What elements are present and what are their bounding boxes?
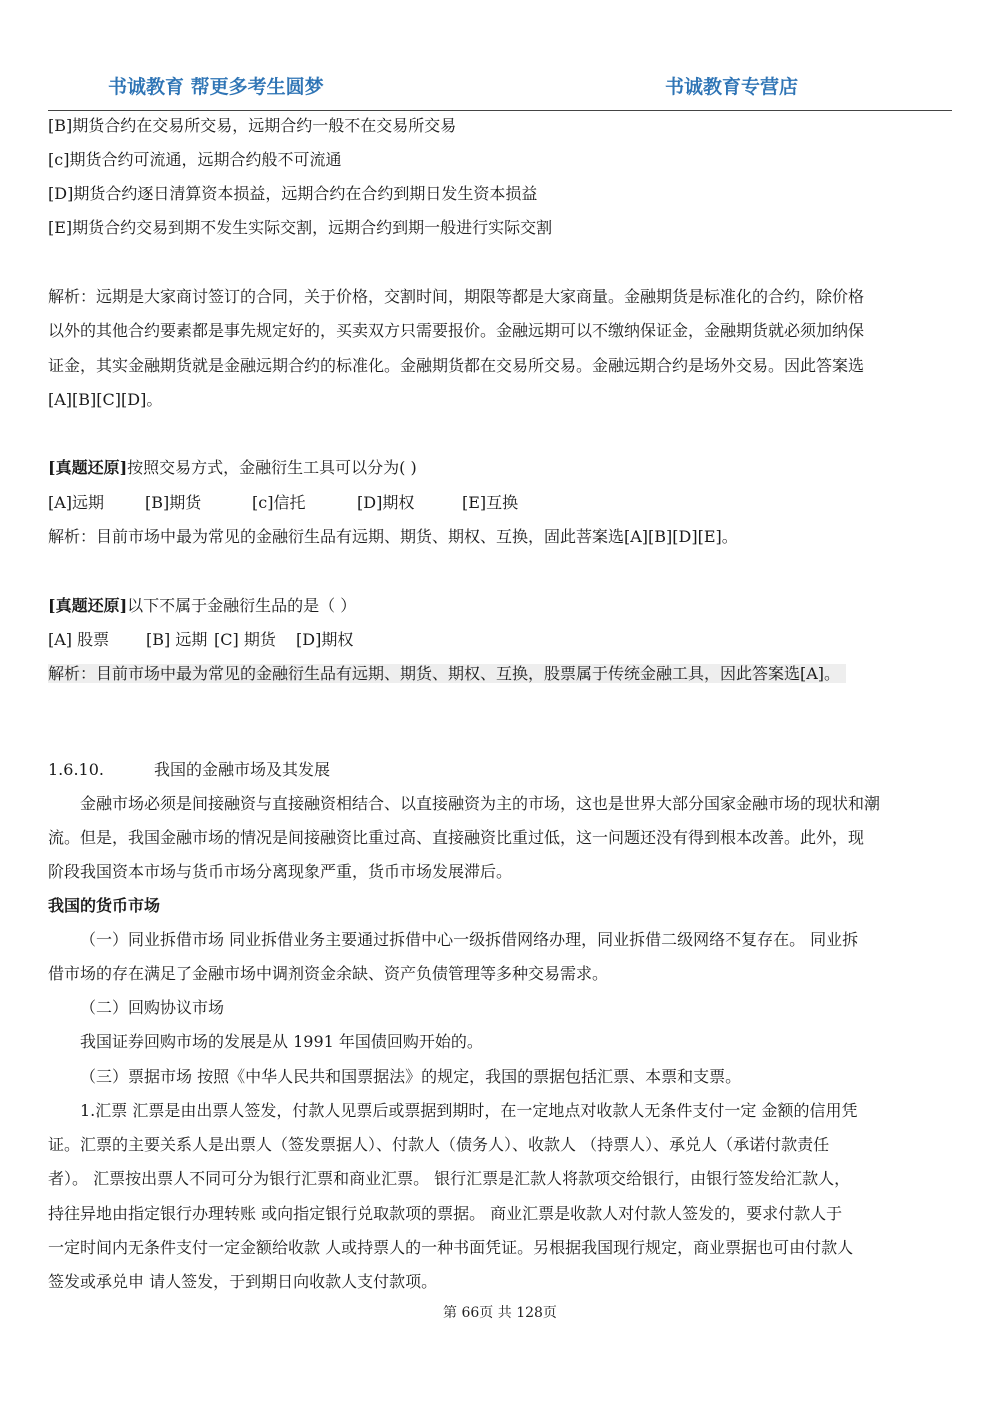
header-brand-left: 书诚教育 帮更多考生圆梦 [108, 76, 324, 98]
q2-option-c: [c]信托 [252, 493, 306, 512]
q2-option-d: [D]期权 [357, 493, 415, 512]
q1-option-c: [c]期货合约可流通，远期合约般不可流通 [48, 150, 342, 169]
q3-tag: [真题还原] [48, 596, 128, 615]
subsection-heading: 我国的货币市场 [48, 896, 161, 915]
header-divider [48, 110, 952, 111]
q2-tag: [真题还原] [48, 458, 128, 477]
section-heading [48, 760, 330, 780]
draft-paragraph-line: 持往异地由指定银行办理转账 或向指定银行兑取款项的票据。 商业汇票是收款人对付款人签发的，要求付款人于 [48, 1204, 843, 1223]
interbank-paragraph-line: （一）同业拆借市场 同业拆借业务主要通过拆借中心一级拆借网络办理，同业拆借二级网络不复存在。 同业拆 [80, 930, 859, 949]
repo-market-paragraph: 我国证券回购市场的发展是从 1991 年国债回购开始的。 [80, 1032, 483, 1051]
q2-options [48, 493, 953, 513]
q1-analysis-line: 证金，其实金融期货就是金融远期合约的标准化。金融期货都在交易所交易。金融远期合约是场外交易。因此答案选 [48, 356, 865, 375]
q2-question-text: 按照交易方式，金融衍生工具可以分为( ) [127, 458, 417, 477]
q1-analysis-line: 解析：远期是大家商讨签订的合同，关于价格，交割时间，期限等都是大家商量。金融期货是标准化的合约，除价格 [48, 287, 865, 306]
bill-market-paragraph: （三）票据市场 按照《中华人民共和国票据法》的规定，我国的票据包括汇票、本票和支票。 [80, 1067, 742, 1086]
q2-option-b: [B]期货 [145, 493, 202, 512]
draft-paragraph-line: 1.汇票 汇票是由出票人签发，付款人见票后或票据到期时，在一定地点对收款人无条件支付一定 金额的信用凭 [80, 1101, 858, 1120]
q3-option-a: [A] 股票 [48, 630, 110, 649]
draft-paragraph-line: 证。汇票的主要关系人是出票人（签发票据人）、付款人（债务人）、收款人 （持票人）、承兑人（承诺付款责任 [48, 1135, 830, 1154]
section-number: 1.6.10. [48, 760, 104, 779]
q1-analysis-line: 以外的其他合约要素都是事先规定好的，买卖双方只需要报价。金融远期可以不缴纳保证金，金融期货就必须加纳保 [48, 321, 865, 340]
q3-question [48, 596, 953, 616]
interbank-paragraph-line: 借市场的存在满足了金融市场中调剂资金余缺、资产负债管理等多种交易需求。 [48, 964, 609, 983]
q1-option-d: [D]期货合约逐日清算资本损益，远期合约在合约到期日发生资本损益 [48, 184, 538, 203]
draft-paragraph-line: 者）。 汇票按出票人不同可分为银行汇票和商业汇票。 银行汇票是汇款人将款项交给银行，由银行签发给汇款人， [48, 1169, 851, 1188]
q3-analysis-row [48, 664, 953, 684]
q3-options [48, 630, 953, 650]
q1-analysis-line: [A][B][C][D]。 [48, 390, 163, 409]
draft-paragraph-line: 签发或承兑申 请人签发，于到期日向收款人支付款项。 [48, 1272, 438, 1291]
q3-option-d: [D]期权 [296, 630, 354, 649]
page-footer: 第 66页 共 128页 [443, 1305, 557, 1321]
q2-option-e: [E]互换 [462, 493, 519, 512]
header-brand-right: 书诚教育专营店 [665, 76, 799, 98]
q3-question-text: 以下不属于金融衍生品的是（ ） [127, 596, 357, 615]
section-intro-line: 流。但是，我国金融市场的情况是间接融资比重过高、直接融资比重过低，这一问题还没有得到根本改善。此外，现 [48, 828, 865, 847]
q2-option-a: [A]远期 [48, 493, 105, 512]
q1-option-b: [B]期货合约在交易所交易，远期合约一般不在交易所交易 [48, 116, 457, 135]
repo-market-title: （二）回购协议市场 [80, 998, 225, 1017]
q3-option-b: [B] 远期 [146, 630, 208, 649]
q3-analysis: 解析：目前市场中最为常见的金融衍生品有远期、期货、期权、互换，股票属于传统金融工具，因此答案选[A]。 [48, 664, 846, 683]
q1-option-e: [E]期货合约交易到期不发生实际交割，远期合约到期一般进行实际交割 [48, 218, 553, 237]
section-title: 我国的金融市场及其发展 [154, 760, 331, 779]
q2-analysis: 解析：目前市场中最为常见的金融衍生品有远期、期货、期权、互换，固此菩案选[A][B][D][E]。 [48, 527, 738, 546]
draft-paragraph-line: 一定时间内无条件支付一定金额给收款 人或持票人的一种书面凭证。另根据我国现行规定，商业票据也可由付款人 [48, 1238, 854, 1257]
q2-question [48, 458, 953, 478]
q3-option-c: [C] 期货 [214, 630, 276, 649]
section-intro-line: 阶段我国资本市场与货币市场分离现象严重，货币市场发展滞后。 [48, 862, 513, 881]
section-intro-line: 金融市场必须是间接融资与直接融资相结合、以直接融资为主的市场，这也是世界大部分国家金融市场的现状和潮 [80, 794, 881, 813]
